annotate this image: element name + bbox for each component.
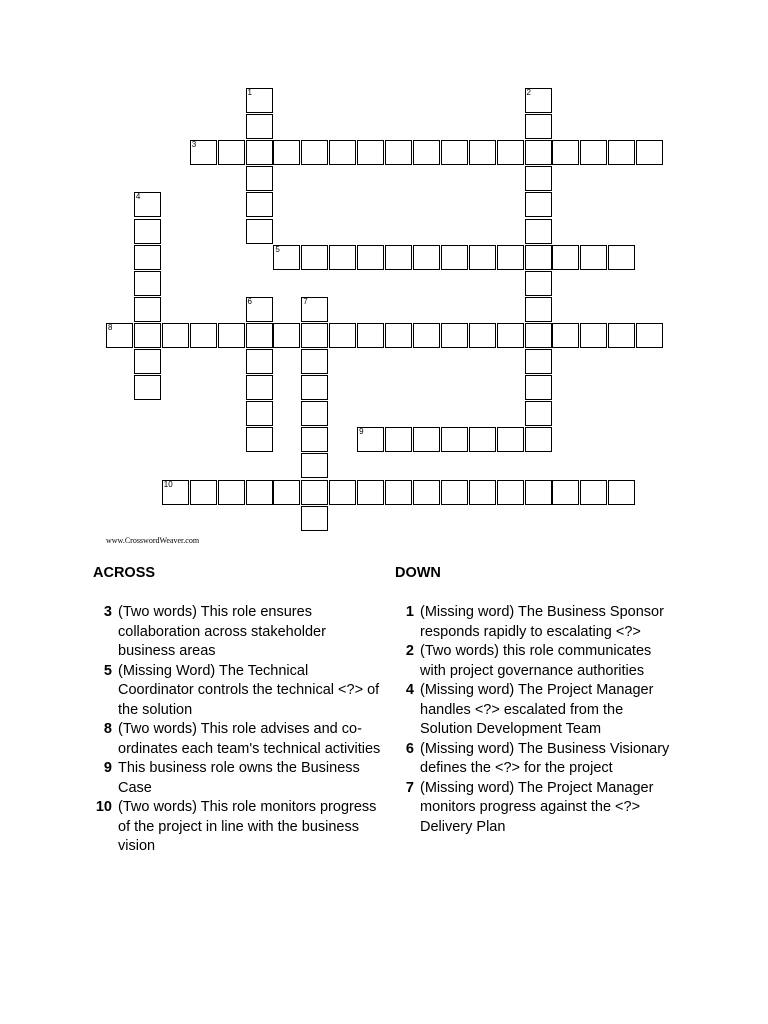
clue-down-1 <box>386 603 676 642</box>
down-heading: DOWN <box>395 565 441 581</box>
crossword-cell <box>580 140 607 165</box>
crossword-cell <box>246 140 273 165</box>
clue-number: 6 <box>405 740 414 757</box>
crossword-cell <box>218 323 245 348</box>
clue-across-9 <box>84 759 384 798</box>
crossword-cell <box>525 375 552 400</box>
crossword-cell <box>497 323 524 348</box>
clue-number: 7 <box>405 779 414 796</box>
crossword-cell <box>329 245 356 270</box>
crossword-cell <box>413 480 440 505</box>
crossword-cell <box>301 140 328 165</box>
crossword-cell <box>525 401 552 426</box>
crossword-cell <box>636 140 663 165</box>
clue-number: 10 <box>95 799 112 815</box>
crossword-cell <box>580 323 607 348</box>
crossword-cell <box>301 375 328 400</box>
crossword-cell <box>469 323 496 348</box>
crossword-cell <box>525 192 552 217</box>
crossword-cell <box>246 166 273 191</box>
clue-text: (Missing word) The Business Visionary defines the <?> for the project <box>420 740 670 776</box>
crossword-cell <box>134 245 161 270</box>
crossword-cell <box>357 140 384 165</box>
crossword-cell <box>469 245 496 270</box>
clue-text: This business role owns the Business Case <box>118 760 360 796</box>
crossword-cell <box>525 297 552 322</box>
crossword-cell <box>246 88 273 113</box>
crossword-cell <box>525 245 552 270</box>
crossword-cell <box>246 401 273 426</box>
clue-down-2 <box>386 642 676 681</box>
crossword-cell <box>441 140 468 165</box>
clue-number: 5 <box>103 662 112 679</box>
crossword-cell <box>301 401 328 426</box>
clue-number: 3 <box>103 604 112 620</box>
crossword-cell <box>134 297 161 322</box>
crossword-cell <box>190 140 217 165</box>
crossword-cell <box>301 323 328 348</box>
cell-number: 8 <box>108 322 113 332</box>
crossword-cell <box>246 480 273 505</box>
crossword-cell <box>525 323 552 348</box>
crossword-cell <box>552 480 579 505</box>
clue-text: (Missing word) The Business Sponsor responds rapidly to escalating <?> <box>420 604 664 640</box>
clue-text: (Two words) This role monitors progress of the project in line with the business vision <box>118 799 377 854</box>
clue-text: (Missing word) The Project Manager handles <?> escalated from the Solution Development Team <box>420 682 654 737</box>
crossword-cell <box>441 480 468 505</box>
crossword-cell <box>525 219 552 244</box>
crossword-cell <box>273 245 300 270</box>
clue-across-10 <box>84 798 384 857</box>
crossword-cell <box>273 480 300 505</box>
crossword-cell <box>441 427 468 452</box>
crossword-cell <box>497 245 524 270</box>
clue-across-3 <box>84 603 384 662</box>
crossword-cell <box>608 480 635 505</box>
crossword-cell <box>441 245 468 270</box>
cell-number: 2 <box>526 88 531 97</box>
crossword-cell <box>134 192 161 217</box>
cell-number: 4 <box>135 192 141 202</box>
clue-text: (Two words) this role communicates with project governance authorities <box>420 643 652 679</box>
crossword-cell <box>162 480 189 505</box>
cell-number: 7 <box>303 296 308 306</box>
crossword-cell <box>301 453 328 478</box>
crossword-cell <box>357 323 384 348</box>
crossword-cell <box>357 245 384 270</box>
crossword-cell <box>301 245 328 270</box>
crossword-cell <box>162 323 189 348</box>
cell-number: 9 <box>359 427 364 437</box>
crossword-cell <box>246 192 273 217</box>
crossword-cell <box>552 323 579 348</box>
crossword-cell <box>385 427 412 452</box>
crossword-cell <box>190 323 217 348</box>
crossword-cell <box>525 88 552 113</box>
crossword-cell <box>552 140 579 165</box>
clue-text: (Missing word) The Project Manager monitors progress against the <?> Delivery Plan <box>420 779 654 835</box>
crossword-cell <box>246 297 273 322</box>
crossword-cell <box>636 323 663 348</box>
crossword-cell <box>301 506 328 531</box>
crossword-cell <box>218 480 245 505</box>
crossword-cell <box>329 480 356 505</box>
clue-text: (Two words) This role ensures collaboration across stakeholder business areas <box>118 604 326 659</box>
crossword-cell <box>525 140 552 165</box>
crossword-cell <box>134 349 161 374</box>
crossword-cell <box>385 140 412 165</box>
clue-down-7 <box>386 779 676 838</box>
crossword-cell <box>273 140 300 165</box>
cell-number: 6 <box>247 296 252 306</box>
crossword-cell <box>301 297 328 322</box>
down-clue-list <box>386 603 676 837</box>
crossword-cell <box>134 323 161 348</box>
crossword-cell <box>525 166 552 191</box>
cell-number: 5 <box>275 244 280 254</box>
crossword-cell <box>357 480 384 505</box>
crossword-cell <box>580 245 607 270</box>
crossword-cell <box>246 219 273 244</box>
crossword-cell <box>246 114 273 139</box>
crossword-cell <box>246 323 273 348</box>
crossword-cell <box>525 114 552 139</box>
cell-number: 10 <box>163 479 173 489</box>
crossword-cell <box>608 245 635 270</box>
crossword-cell <box>385 323 412 348</box>
crossword-cell <box>190 480 217 505</box>
crossword-cell <box>469 427 496 452</box>
crossword-cell <box>246 349 273 374</box>
crossword-cell <box>301 349 328 374</box>
crossword-cell <box>608 140 635 165</box>
clue-number: 9 <box>103 760 112 776</box>
crossword-cell <box>608 323 635 348</box>
crossword-cell <box>273 323 300 348</box>
crossword-cell <box>413 323 440 348</box>
crossword-cell <box>413 140 440 165</box>
clue-number: 2 <box>405 643 414 659</box>
crossword-cell <box>497 480 524 505</box>
crossword-cell <box>329 140 356 165</box>
crossword-cell <box>525 349 552 374</box>
across-heading: ACROSS <box>93 565 156 581</box>
crossword-cell <box>497 140 524 165</box>
crossword-cell <box>525 480 552 505</box>
crossword-cell <box>441 323 468 348</box>
crossword-weaver-credit: www.CrosswordWeaver.com <box>106 536 200 545</box>
clue-across-5 <box>84 662 384 721</box>
clue-down-6 <box>386 740 676 779</box>
crossword-cell <box>301 480 328 505</box>
clue-number: 4 <box>405 682 414 698</box>
clue-text: (Missing Word) The Technical Coordinator controls the technical <?> of the solution <box>118 662 380 718</box>
crossword-cell <box>134 375 161 400</box>
crossword-cell <box>301 427 328 452</box>
crossword-cell <box>106 323 133 348</box>
crossword-cell <box>246 375 273 400</box>
clue-number: 8 <box>103 721 112 737</box>
cell-number: 3 <box>191 140 197 150</box>
clue-text: (Two words) This role advises and co-ordinates each team's technical activities <box>118 721 381 757</box>
across-clue-list <box>84 603 384 857</box>
clue-across-8 <box>84 720 384 759</box>
crossword-cell <box>413 427 440 452</box>
crossword-cell <box>552 245 579 270</box>
crossword-cell <box>525 427 552 452</box>
crossword-cell <box>357 427 384 452</box>
crossword-cell <box>525 271 552 296</box>
crossword-cell <box>329 323 356 348</box>
crossword-cell <box>469 140 496 165</box>
crossword-cell <box>218 140 245 165</box>
cell-number: 1 <box>247 88 252 97</box>
clue-number: 1 <box>405 604 414 620</box>
crossword-cell <box>580 480 607 505</box>
crossword-cell <box>385 245 412 270</box>
crossword-cell <box>246 427 273 452</box>
crossword-cell <box>134 271 161 296</box>
crossword-cell <box>413 245 440 270</box>
crossword-cell <box>469 480 496 505</box>
crossword-cell <box>385 480 412 505</box>
crossword-cell <box>497 427 524 452</box>
crossword-cell <box>134 219 161 244</box>
clue-down-4 <box>386 681 676 740</box>
